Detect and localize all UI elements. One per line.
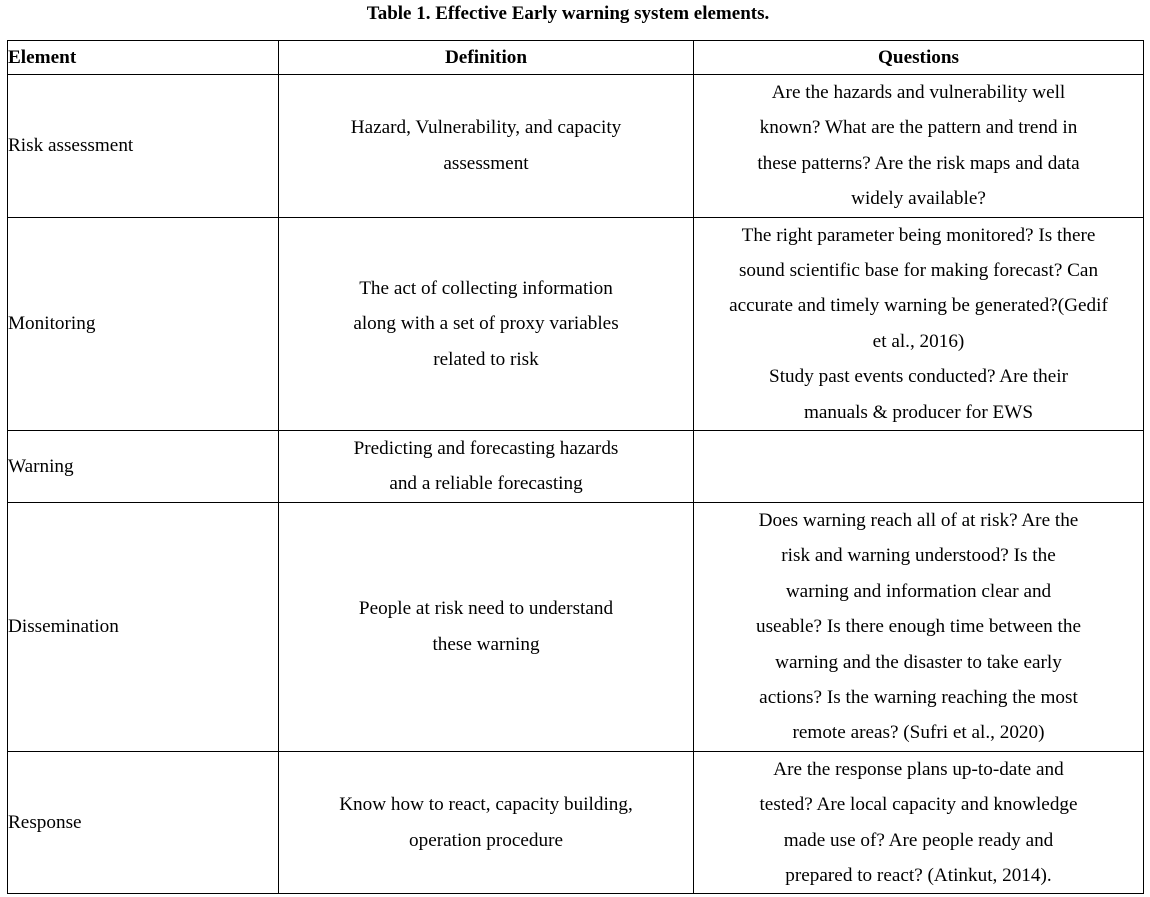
text-line: related to risk xyxy=(433,348,539,370)
cell-questions xyxy=(694,502,1144,751)
text-line: Predicting and forecasting hazards xyxy=(353,438,619,460)
text-line: The act of collecting information xyxy=(359,277,613,299)
text-line: useable? Is there enough time between the xyxy=(756,616,1081,638)
cell-questions xyxy=(694,431,1144,503)
cell-questions xyxy=(694,75,1144,218)
cell-questions xyxy=(694,217,1144,430)
text-line: risk and warning understood? Is the xyxy=(781,545,1056,567)
table-caption: Table 1. Effective Early warning system elements. xyxy=(366,3,770,24)
text-line: tested? Are local capacity and knowledge xyxy=(759,794,1078,816)
text-line: operation procedure xyxy=(409,829,563,851)
cell-definition xyxy=(279,431,694,503)
cell-questions xyxy=(694,751,1144,894)
text-line: these warning xyxy=(432,633,540,655)
table-row xyxy=(8,751,1144,894)
table-row xyxy=(8,217,1144,430)
text-line: warning and the disaster to take early xyxy=(775,651,1062,673)
text-line: sound scientific base for making forecast? Can xyxy=(738,260,1099,282)
text-line: accurate and timely warning be generated?(Gedif xyxy=(729,295,1108,317)
cell-element: Warning xyxy=(8,431,279,503)
table-header-row xyxy=(8,41,1144,75)
cell-definition xyxy=(279,502,694,751)
cell-definition xyxy=(279,751,694,894)
text-line: along with a set of proxy variables xyxy=(353,313,619,335)
cell-element: Risk assessment xyxy=(8,75,279,218)
table-row xyxy=(8,75,1144,218)
table-row xyxy=(8,502,1144,751)
text-line: The right parameter being monitored? Is there xyxy=(741,224,1096,246)
cell-definition xyxy=(279,75,694,218)
text-line: made use of? Are people ready and xyxy=(783,829,1054,851)
header-questions: Questions xyxy=(694,41,1144,75)
text-line: Are the hazards and vulnerability well xyxy=(771,82,1066,103)
text-line: Hazard, Vulnerability, and capacity xyxy=(350,117,622,139)
text-line: People at risk need to understand xyxy=(358,598,614,620)
header-definition: Definition xyxy=(279,41,694,75)
text-line: et al., 2016) xyxy=(872,330,965,352)
text-line: Are the response plans up-to-date and xyxy=(773,758,1064,780)
text-line: Does warning reach all of at risk? Are the xyxy=(758,509,1079,531)
early-warning-elements-table xyxy=(7,40,1144,894)
text-line: assessment xyxy=(443,152,529,174)
cell-element: Monitoring xyxy=(8,217,279,430)
cell-element: Response xyxy=(8,751,279,894)
cell-definition xyxy=(279,217,694,430)
text-line: these patterns? Are the risk maps and data xyxy=(757,152,1080,174)
cell-element: Dissemination xyxy=(8,502,279,751)
text-line: warning and information clear and xyxy=(785,580,1052,602)
text-line: Study past events conducted? Are their xyxy=(769,366,1068,388)
text-line: manuals & producer for EWS xyxy=(803,401,1034,423)
text-line: remote areas? (Sufri et al., 2020) xyxy=(792,722,1045,744)
text-line: prepared to react? (Atinkut, 2014). xyxy=(785,864,1052,886)
text-line: actions? Is the warning reaching the most xyxy=(759,686,1078,708)
text-line: known? What are the pattern and trend in xyxy=(759,117,1078,139)
header-element: Element xyxy=(8,41,279,75)
text-line: and a reliable forecasting xyxy=(389,473,583,495)
text-line: Know how to react, capacity building, xyxy=(339,794,633,816)
text-line: widely available? xyxy=(851,188,986,210)
table-row xyxy=(8,431,1144,503)
